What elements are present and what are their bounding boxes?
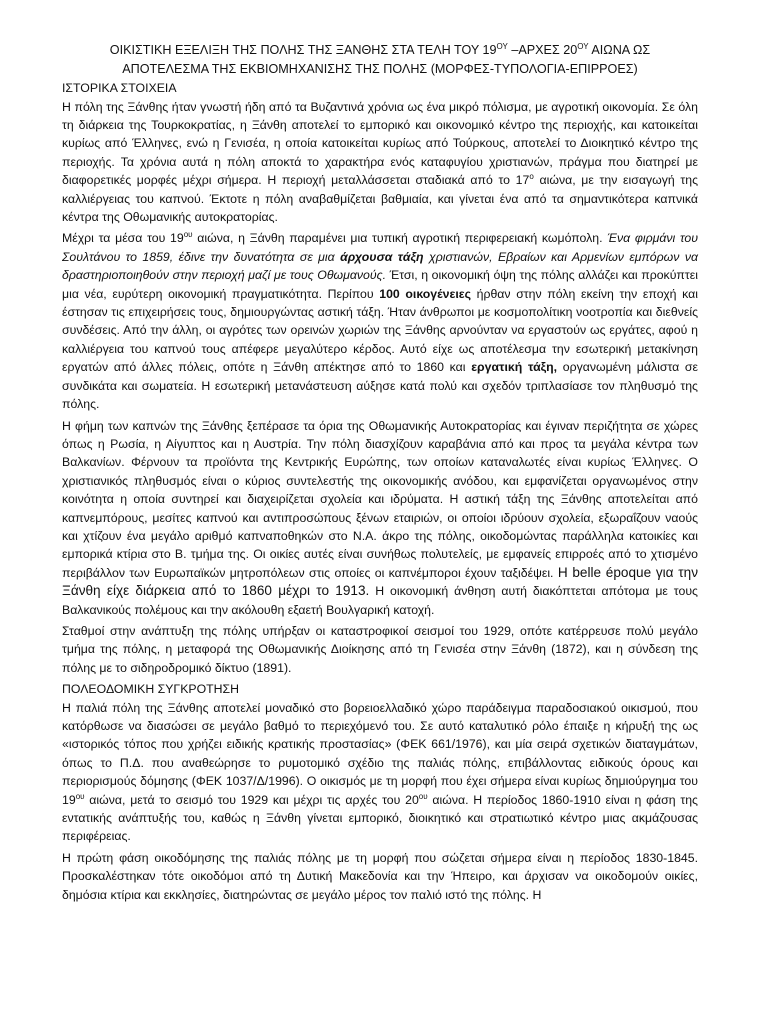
- paragraph: [62, 417, 698, 619]
- paragraph: [62, 98, 698, 227]
- bold-text: 100 οικογένειες: [379, 286, 471, 301]
- bold-text: εργατική τάξη,: [471, 360, 558, 375]
- superscript: ου: [418, 791, 428, 801]
- section-heading-history: ΙΣΤΟΡΙΚΑ ΣΤΟΙΧΕΙΑ: [62, 81, 177, 96]
- title-superscript: ΟΥ: [577, 42, 589, 51]
- title-text: ΟΙΚΙΣΤΙΚΗ ΕΞΕΛΙΞΗ ΤΗΣ ΠΟΛΗΣ ΤΗΣ ΞΑΝΘΗΣ ΣΤΑ ΤΕΛΗ ΤΟΥ 19: [109, 43, 497, 57]
- bold-text: άρχουσα τάξη: [340, 249, 424, 264]
- paragraph-text: ήρθαν στην πόλη εκείνη την εποχή και έστησαν τις επιχειρήσεις τους, δημιουργώντας αστική τάξη. Ήταν άνθρωποι με κοσμοπολίτικη νοοτροπία και διεθνείς συνδέσεις. Από την άλλη, οι αγρότες των ορεινών χωριών της Ξάνθης αρνούνταν να εργαστούν ως εργάτες, αφού η καλλιέργεια του καπνού τους απέφερε μεγαλύτερο κέρδος. Αυτό είχε ως αποτέλεσμα την εσωτερική μετακίνηση εργατών από άλλες πόλεις, οπότε η Ξάνθη απέκτησε από το 1860 και: [62, 286, 698, 375]
- paragraph-text: αιώνα. Η περίοδος 1860-1910 είναι η φάση της εντατικής ανάπτυξής του, καθώς η Ξάνθη γίνεται εμπορικό, διοικητικό και στρατιωτικό κέντρο μιας ακμάζουσας περιφέρειας.: [62, 792, 698, 844]
- paragraph-text: Η παλιά πόλη της Ξάνθης αποτελεί μοναδικό στο βορειοελλαδικό χώρο παράδειγμα παραδοσιακού οικισμού, που κατόρθωσε να διασώσει σε μεγάλο βαθμό το περιεχόμενό του. Σε αυτό καταλυτικό ρόλο έπαιξε η κήρυξή της ως «ιστορικός τόπος που χρήζει ειδικής κρατικής προστασίας» (ΦΕΚ 661/1976), και μία σειρά σχετικών διαταγμάτων, όπως το Π.Δ. που αναθεώρησε το ρυμοτομικό σχέδιο της παλιάς πόλης, επιβάλλοντας ειδικούς όρους και περιορισμούς δόμησης (ΦΕΚ 1037/Δ/1996). Ο οικισμός με τη μορφή που έχει σήμερα είναι κυρίως δημιούργημα του 19: [62, 700, 698, 807]
- superscript: ο: [529, 172, 534, 182]
- paragraph-text: Η οικονομική άνθηση αυτή διακόπτεται απότομα με τους Βαλκανικούς πολέμους και την ακόλουθη εξαετή Βουλγαρική κατοχή.: [62, 584, 698, 617]
- paragraph-text: Η φήμη των καπνών της Ξάνθης ξεπέρασε τα όρια της Οθωμανικής Αυτοκρατορίας και έγιναν περιζήτητα σε χώρες όπως η Ρωσία, η Αίγυπτος και η Αυστρία. Την πόλη διασχίζουν καραβάνια από και προς τα μεγάλα κέντρα των Βαλκανίων. Φέρνουν τα προϊόντα της Κεντρικής Ευρώπης, των οποίων καταναλωτές είναι κυρίως Έλληνες. Ο χριστιανικός πληθυσμός είναι ο κύριος συντελεστής της οικονομικής ανόδου, και εμφανίζεται οργανωμένος στην κοινότητα η οποία συντηρεί και διαχειρίζεται σχολεία και ιδρύματα. Η αστική τάξη της Ξάνθης αποτελείται από καπνεμπόρους, μεσίτες καπνού και αντιπροσώπους ξένων εταιριών, οι οποίοι ιδρύουν σχολεία, εξωραΐζουν ναούς και χτίζουν ένα μεγάλο αριθμό καπναποθηκών στο Ν.Α. άκρο της πόλης, οικοδομώντας παράλληλα κατοικίες και εμπορικά κτίρια στο Β. τμήμα της. Οι οικίες αυτές είναι συνήθως πολυτελείς, με εμφανείς επιρροές από το χτισμένο περιβάλλον των Ευρωπαϊκών μητροπόλεων στις οποίες οι καπνέμποροι έχουν ταξιδέψει.: [62, 418, 698, 580]
- superscript: ου: [75, 791, 85, 801]
- title-superscript: ΟΥ: [496, 42, 508, 51]
- italic-text: Ένα φιρμάνι του Σουλτάνου το 1859, έδινε την δυνατότητα σε μια: [62, 231, 698, 264]
- italic-text: χριστιανών, Εβραίων και Αρμενίων εμπόρων να δραστηριοποιηθούν στην περιοχή μαζί με τους Οθωμανούς.: [62, 249, 698, 283]
- paragraph-text: αιώνα, μετά το σεισμό του 1929 και μέχρι τις αρχές του 20: [84, 792, 419, 807]
- paragraph-text: Έτσι, η οικονομική όψη της πόλης αλλάζει και προκύπτει μια νέα, ευρύτερη οικονομική πραγματικότητα. Περίπου: [62, 268, 698, 301]
- paragraph-text: Μέχρι τα μέσα του 19: [62, 231, 184, 246]
- larger-text: Η belle époque για την Ξάνθη είχε διάρκεια από το 1860 μέχρι το 1913.: [62, 564, 698, 599]
- superscript: ου: [183, 230, 193, 240]
- paragraph-text: αιώνα, η Ξάνθη παραμένει μια τυπική αγροτική περιφερειακή κωμόπολη.: [192, 231, 608, 246]
- title-text: ΑΙΩΝΑ ΩΣ ΑΠΟΤΕΛΕΣΜΑ ΤΗΣ ΕΚΒΙΟΜΗΧΑΝΙΣΗΣ ΤΗΣ ΠΟΛΗΣ (ΜΟΡΦΕΣ-ΤΥΠΟΛΟΓΙΑ-ΕΠΙΡΡΟΕΣ): [122, 43, 651, 76]
- title-text: –ΑΡΧΕΣ 20: [507, 43, 578, 57]
- section-heading-urban: ΠΟΛΕΟΔΟΜΙΚΗ ΣΥΓΚΡΟΤΗΣΗ: [62, 682, 240, 697]
- paragraph: Σταθμοί στην ανάπτυξη της πόλης υπήρξαν οι καταστροφικοί σεισμοί του 1929, οπότε κατέρρευσε πολύ μεγάλο τμήμα της πόλης, η μεταφορά της Οθωμανικής Διοίκησης από τη Γενισέα στην Ξάνθη (1872), και η σύνδεση της πόλης με το σιδηροδρομικό δίκτυο (1891).: [62, 623, 698, 675]
- paragraph-text: Η πόλη της Ξάνθης ήταν γνωστή ήδη από τα Βυζαντινά χρόνια ως ένα μικρό πόλισμα, με αγροτική οικονομία. Σε όλη τη διάρκεια της Τουρκοκρατίας, η Ξάνθη αποτελεί το εμπορικό και οικονομικό κέντρο της περιοχής, και κατοικείται κυρίως από Έλληνες, ενώ η Γενισέα, η οποία κατοικείται κυρίως από Τούρκους, αποτελεί το Διοικητικό κέντρο της περιοχής. Τα χρόνια αυτά η πόλη αποκτά το χαρακτήρα ενός καταφυγίου χριστιανών, πράγμα που διατηρεί με διαφορετικές μορφές μέχρι σήμερα. Η περιοχή μεταλλάσσεται σταδιακά από το 17: [62, 99, 698, 188]
- paragraph: [62, 699, 698, 846]
- paragraph: [62, 229, 698, 413]
- document-title: [62, 41, 698, 78]
- paragraph-text: οργανωμένη μάλιστα σε συνδικάτα και σωματεία. Η εσωτερική μετανάστευση αύξησε κατά πολύ και σχεδόν τριπλασίασε τον πληθυσμό της πόλης.: [62, 360, 698, 412]
- paragraph-text: αιώνα, με την εισαγωγή της καλλιέργειας του καπνού. Έκτοτε η πόλη αναβαθμίζεται βαθμιαία, και γίνεται ένα από τα σημαντικότερα καπνικά κέντρα της Οθωμανικής αυτοκρατορίας.: [62, 173, 698, 225]
- paragraph: Η πρώτη φάση οικοδόμησης της παλιάς πόλης με τη μορφή που σώζεται σήμερα είναι η περίοδος 1830-1845. Προσκαλέστηκαν τότε οικοδόμοι από τη Δυτική Μακεδονία και την Ήπειρο, και άρχισαν να οικοδομούν οικίες, δημόσια κτίρια και εκκλησίες, διατηρώντας σε μεγάλο μέρος τον παλιό ιστό της πόλης. Η: [62, 850, 698, 902]
